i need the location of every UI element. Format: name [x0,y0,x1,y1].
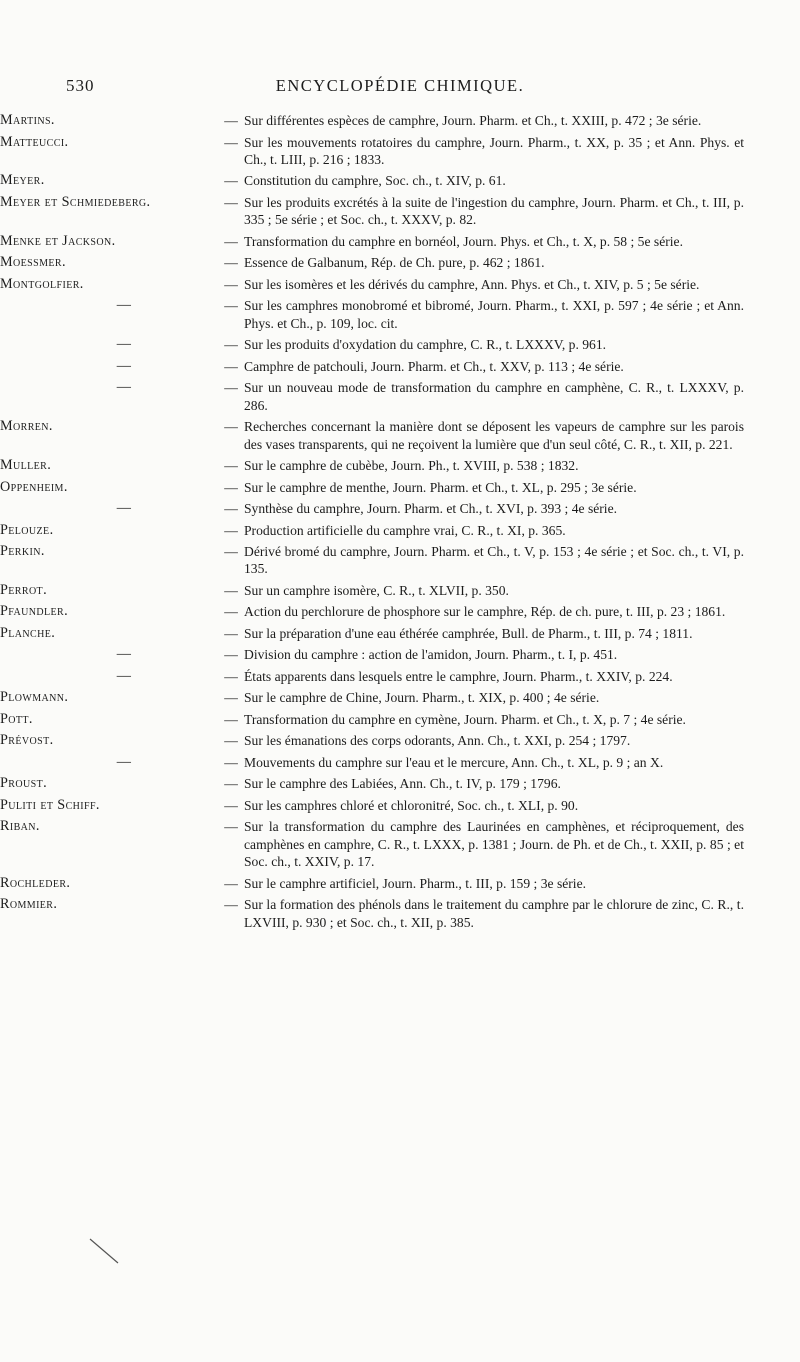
entry-dash: — [224,733,238,749]
entry-dash: — [224,582,238,598]
entry-text: Camphre de patchouli, Journ. Pharm. et Ch., t. XXV, p. 113 ; 4e série. [244,358,624,374]
entry-dash: — [224,194,238,210]
bibliography-entry [0,582,800,599]
entry-dash: — [224,134,238,150]
entry-text: États apparents dans lesquels entre le camphre, Journ. Pharm., t. XXIV, p. 224. [244,668,673,684]
entry-text: Sur les produits d'oxydation du camphre, C. R., t. LXXXV, p. 961. [244,337,607,353]
entry-dash: — [224,604,238,620]
entry-author: — [116,379,132,396]
entry-author: Puliti et Schiff. [0,796,100,813]
entry-text: Sur la transformation du camphre des Laurinées en camphènes, et réciproquement, des camphènes en camphre, C. R., t. LXXX, p. 1381 ; Journ. de Ph. et de Ch., t. XXII, p. 85 ; et Soc. ch., t. XXIV, p. 17. [244,819,744,870]
entry-text: Sur la préparation d'une eau éthérée camphrée, Bull. de Pharm., t. III, p. 74 ; 1811. [244,625,693,641]
entry-author: Riban. [0,818,40,835]
bibliography-entry [0,875,800,892]
entry-text: Sur les émanations des corps odorants, Ann. Ch., t. XXI, p. 254 ; 1797. [244,733,631,749]
entry-text: Essence de Galbanum, Rép. de Ch. pure, p. 462 ; 1861. [244,255,545,271]
entry-text: Sur les camphres chloré et chloronitré, Soc. ch., t. XLI, p. 90. [244,797,579,813]
bibliography-entry [0,775,800,792]
entry-text: Action du perchlorure de phosphore sur le camphre, Rép. de ch. pure, t. III, p. 23 ; 1861. [244,604,726,620]
entry-dash: — [224,875,238,891]
entry-author: Menke et Jackson. [0,232,116,249]
entry-text: Division du camphre : action de l'amidon, Journ. Pharm., t. I, p. 451. [244,647,618,663]
entry-author: Muller. [0,457,52,474]
entry-dash: — [224,255,238,271]
entry-dash: — [224,298,238,314]
entry-author: Pott. [0,710,33,727]
entry-author: Rommier. [0,896,58,913]
entry-text: Sur les isomères et les dérivés du camphre, Ann. Phys. et Ch., t. XIV, p. 5 ; 5e série. [244,276,700,292]
bibliography-entry [0,479,800,496]
entry-dash: — [224,819,238,835]
entry-dash: — [224,897,238,913]
bibliography-entry [0,711,800,728]
page-number: 530 [66,76,95,95]
entry-author: Meyer et Schmiedeberg. [0,193,151,210]
bibliography-entry [0,112,800,129]
bibliography-entry [0,457,800,474]
bibliography-entry [0,297,800,332]
bibliography-entry [0,172,800,189]
pencil-mark [88,1233,128,1273]
entry-dash: — [224,458,238,474]
bibliography-entry [0,646,800,663]
entry-author: — [116,297,132,314]
entry-author: Perrot. [0,581,48,598]
entry-text: Recherches concernant la manière dont se déposent les vapeurs de camphre sur les parois des vases transparents, qui ne reçoivent la lumière que d'un seul côté, C. R., t. XII, p. 221. [244,419,744,452]
entry-dash: — [224,776,238,792]
bibliography-entry [0,603,800,620]
entry-dash: — [224,754,238,770]
entry-text: Sur le camphre de cubèbe, Journ. Ph., t. XVIII, p. 538 ; 1832. [244,458,579,474]
bibliography-entry [0,896,800,931]
entry-author: — [116,753,132,770]
entry-dash: — [224,522,238,538]
bibliography-entry [0,689,800,706]
entry-dash: — [224,544,238,560]
entry-dash: — [224,647,238,663]
entry-dash: — [224,337,238,353]
entry-text: Sur un camphre isomère, C. R., t. XLVII, p. 350. [244,582,509,598]
entry-author: Proust. [0,775,48,792]
entry-text: Sur le camphre artificiel, Journ. Pharm., t. III, p. 159 ; 3e série. [244,875,587,891]
bibliography-entry [0,418,800,453]
entry-author: — [116,667,132,684]
entry-dash: — [224,113,238,128]
entry-text: Transformation du camphre en bornéol, Journ. Phys. et Ch., t. X, p. 58 ; 5e série. [244,233,683,249]
entry-author: — [116,336,132,353]
entry-author: Prévost. [0,732,54,749]
entry-author: — [116,357,132,374]
entry-author: Rochleder. [0,874,71,891]
entry-author: Oppenheim. [0,478,68,495]
entry-text: Sur les camphres monobromé et bibromé, Journ. Pharm., t. XXI, p. 597 ; 4e série ; et Ann. Phys. et Ch., p. 109, loc. cit. [244,298,744,331]
entry-dash: — [224,358,238,374]
entry-dash: — [224,419,238,435]
entry-text: Transformation du camphre en cymène, Journ. Pharm. et Ch., t. X, p. 7 ; 4e série. [244,711,686,727]
entry-text: Production artificielle du camphre vrai, C. R., t. XI, p. 365. [244,522,566,538]
entry-dash: — [224,479,238,495]
entry-dash: — [224,668,238,684]
running-header [0,76,800,98]
bibliography-entry [0,732,800,749]
bibliography-list [0,112,800,931]
bibliography-entry [0,134,800,169]
entry-author: Moessmer. [0,254,66,271]
bibliography-entry [0,668,800,685]
bibliography-entry [0,336,800,353]
entry-dash: — [224,501,238,517]
entry-dash: — [224,173,238,189]
entry-author: Montgolfier. [0,275,84,292]
entry-author: — [116,646,132,663]
bibliography-entry [0,194,800,229]
bibliography-entry [0,818,800,870]
entry-text: Synthèse du camphre, Journ. Pharm. et Ch., t. XVI, p. 393 ; 4e série. [244,501,618,517]
entry-text: Sur le camphre de Chine, Journ. Pharm., t. XIX, p. 400 ; 4e série. [244,690,600,706]
entry-text: Sur la formation des phénols dans le traitement du camphre par le chlorure de zinc, C. R., t. LXVIII, p. 930 ; et Soc. ch., t. XII, p. 385. [244,897,744,930]
bibliography-entry [0,379,800,414]
entry-author: Meyer. [0,172,45,189]
entry-text: Sur les produits excrétés à la suite de l'ingestion du camphre, Journ. Pharm. et Ch., t. III, p. 335 ; 5e série ; et Soc. ch., t. XXXV, p. 82. [244,194,744,228]
entry-dash: — [224,380,238,396]
entry-text: Sur les mouvements rotatoires du camphre, Journ. Pharm., t. XX, p. 35 ; et Ann. Phys. et Ch., t. LIII, p. 216 ; 1833. [244,134,744,167]
bibliography-entry [0,754,800,771]
entry-author: Morren. [0,418,53,435]
bibliography-entry [0,522,800,539]
entry-text: Sur un nouveau mode de transformation du camphre en camphène, C. R., t. LXXXV, p. 286. [244,380,744,413]
entry-author: Matteucci. [0,133,69,150]
entry-author: Planche. [0,624,56,641]
entry-author: — [116,500,132,517]
bibliography-entry [0,254,800,271]
bibliography-entry [0,500,800,517]
entry-dash: — [224,625,238,641]
entry-author: Plowmann. [0,689,69,706]
entry-text: Constitution du camphre, Soc. ch., t. XIV, p. 61. [244,173,506,189]
entry-author: Pelouze. [0,521,54,538]
bibliography-entry [0,358,800,375]
bibliography-entry [0,233,800,250]
bibliography-entry [0,276,800,293]
bibliography-entry [0,797,800,814]
bibliography-entry [0,625,800,642]
entry-text: Sur différentes espèces de camphre, Journ. Pharm. et Ch., t. XXIII, p. 472 ; 3e série. [244,113,702,128]
entry-author: Martins. [0,112,55,128]
entry-text: Mouvements du camphre sur l'eau et le mercure, Ann. Ch., t. XL, p. 9 ; an X. [244,754,664,770]
entry-author: Perkin. [0,543,45,560]
entry-text: Sur le camphre des Labiées, Ann. Ch., t. IV, p. 179 ; 1796. [244,776,561,792]
entry-text: Dérivé bromé du camphre, Journ. Pharm. et Ch., t. V, p. 153 ; 4e série ; et Soc. ch., t. VI, p. 135. [244,544,744,577]
entry-author: Pfaundler. [0,603,69,620]
entry-dash: — [224,276,238,292]
entry-dash: — [224,690,238,706]
running-title: ENCYCLOPÉDIE CHIMIQUE. [275,76,525,95]
entry-text: Sur le camphre de menthe, Journ. Pharm. et Ch., t. XL, p. 295 ; 3e série. [244,479,637,495]
entry-dash: — [224,797,238,813]
entry-dash: — [224,233,238,249]
bibliography-entry [0,543,800,578]
entry-dash: — [224,711,238,727]
